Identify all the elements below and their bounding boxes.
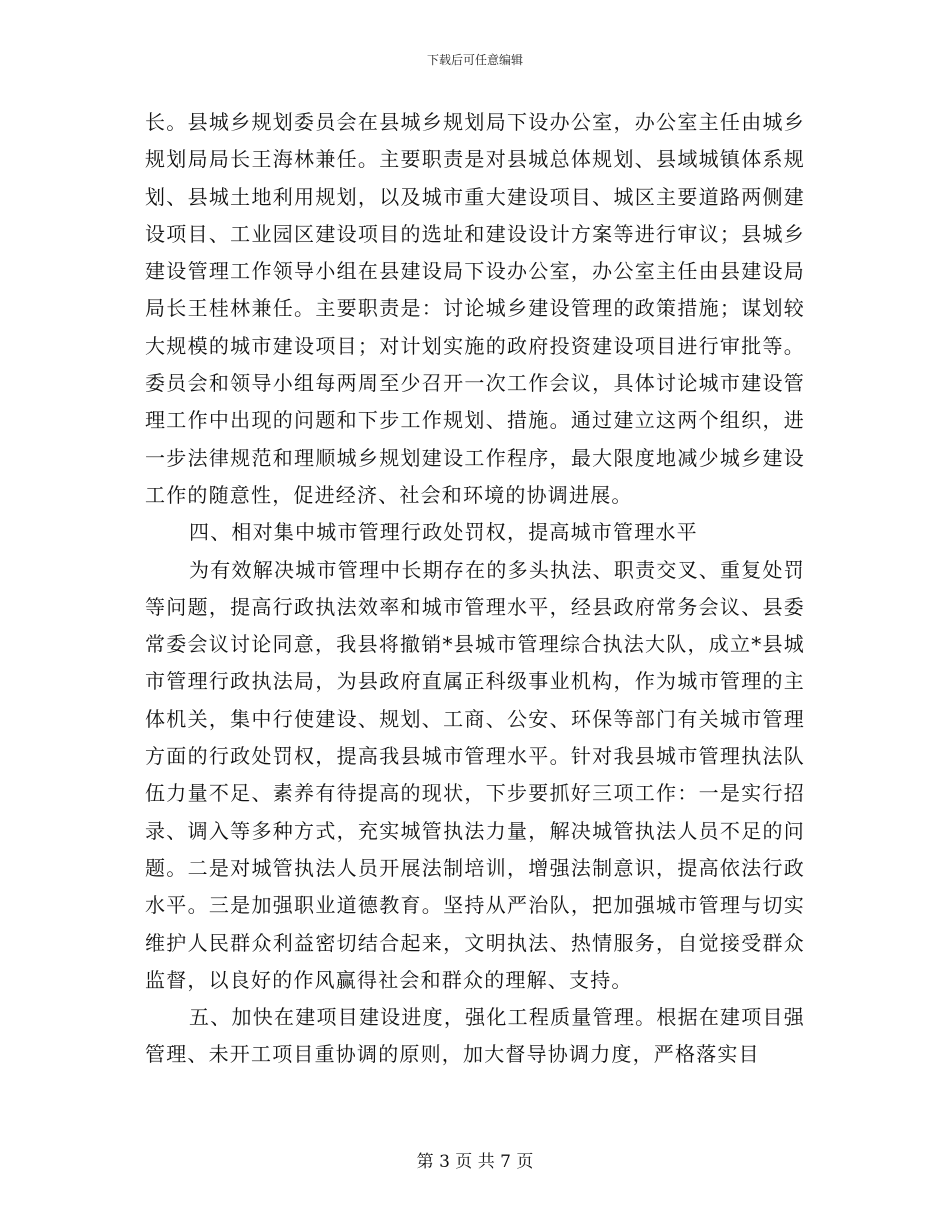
page-header: 下载后可任意编辑 [426, 53, 523, 67]
paragraph-continuation: 长。县城乡规划委员会在县城乡规划局下设办公室，办公室主任由城乡规划局局长王海林兼任。主要职责是对县城总体规划、县域城镇体系规划、县城土地利用规划，以及城市重大建设项目、城区主要道路两侧建设项目、工业园区建设项目的选址和建设设计方案等进行审议；县城乡建设管理工作领导小组在县建设局下设办公室，办公室主任由县建设局局长王桂林兼任。主要职责是：讨论城乡建设管理的政策措施；谋划较大规模的城市建设项目；对计划实施的政府投资建设项目进行审批等。委员会和领导小组每两周至少召开一次工作会议，具体讨论城市建设管理工作中出现的问题和下步工作规划、措施。通过建立这两个组织，进一步法律规范和理顺城乡规划建设工作程序，最大限度地减少城乡建设工作的随意性，促进经济、社会和环境的协调进展。 [145, 110, 805, 507]
page-number: 第 3 页 共 7 页 [416, 1152, 534, 1172]
section-heading-4: 四、相对集中城市管理行政处罚权，提高城市管理水平 [189, 520, 698, 545]
document-body [145, 104, 805, 1074]
paragraph-section-4: 为有效解决城市管理中长期存在的多头执法、职责交叉、重复处罚等问题，提高行政执法效率和城市管理水平，经县政府常务会议、县委常委会议讨论同意，我县将撤销*县城市管理综合执法大队，成立*县城市管理行政执法局，为县政府直属正科级事业机构，作为城市管理的主体机关，集中行使建设、规划、工商、公安、环保等部门有关城市管理方面的行政处罚权，提高我县城市管理水平。针对我县城市管理执法队伍力量不足、素养有待提高的现状，下步要抓好三项工作：一是实行招录、调入等多种方式，充实城管执法力量，解决城管执法人员不足的问题。二是对城管执法人员开展法制培训，增强法制意识，提高依法行政水平。三是加强职业道德教育。坚持从严治队，把加强城市管理与切实维护人民群众利益密切结合起来，文明执法、热情服务，自觉接受群众监督，以良好的作风赢得社会和群众的理解、支持。 [145, 557, 805, 992]
paragraph-section-5: 五、加快在建项目建设进度，强化工程质量管理。根据在建项目强管理、未开工项目重协调的原则，加大督导协调力度，严格落实目 [145, 1005, 805, 1067]
